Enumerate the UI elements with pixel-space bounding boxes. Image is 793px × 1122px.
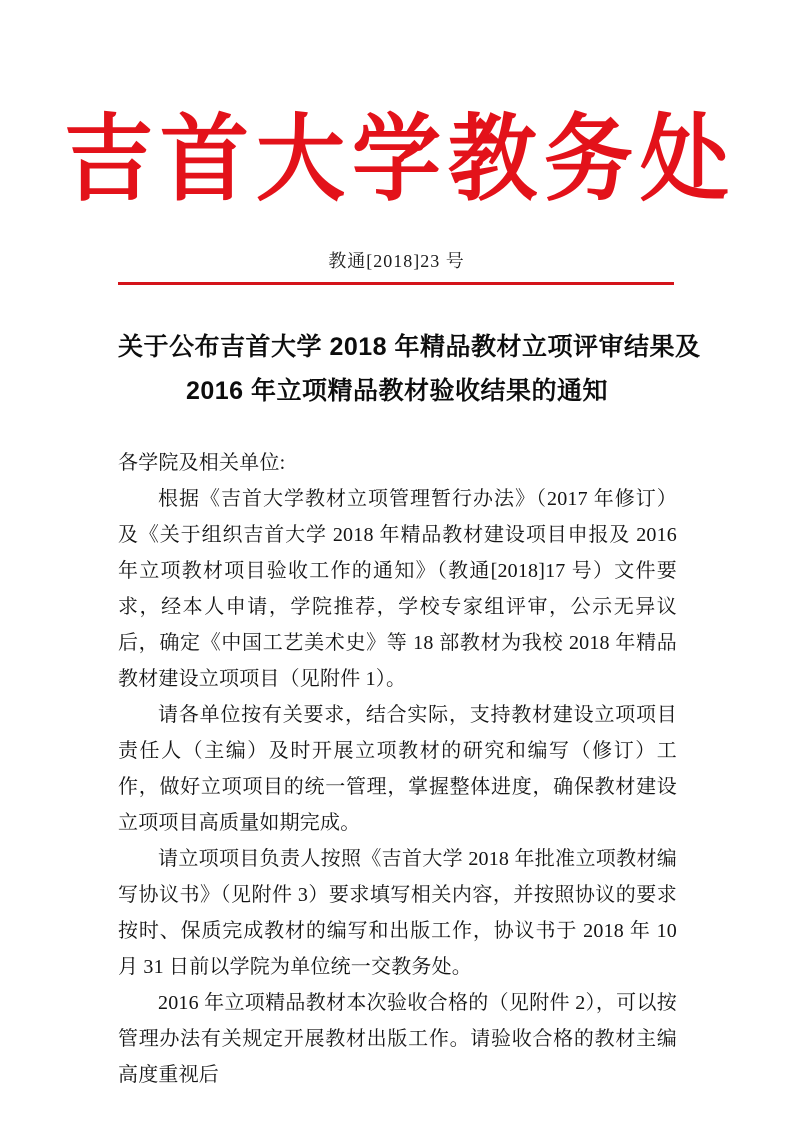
page-title <box>118 325 701 413</box>
masthead <box>0 106 793 216</box>
body-paragraph-1: 根据《吉首大学教材立项管理暂行办法》（2017 年修订）及《关于组织吉首大学 2018 年精品教材建设项目申报及 2016 年立项教材项目验收工作的通知》（教通[2018]17 号）文件要求，经本人申请，学院推荐，学校专家组评审，公示无异议后，确定《中国工艺美术史》等 18 部教材为我校 2018 年精品教材建设立项项目（见附件 1）。 <box>118 488 677 690</box>
issuing-office-title: 吉首大学教务处 <box>64 108 736 213</box>
document-number: 教通[2018]23 号 <box>328 251 465 271</box>
page-title-line-1: 关于公布吉首大学 2018 年精品教材立项评审结果及 <box>118 333 701 361</box>
body-paragraph-4: 2016 年立项精品教材本次验收合格的（见附件 2），可以按管理办法有关规定开展教材出版工作。请验收合格的教材主编高度重视后 <box>118 992 677 1086</box>
document-body <box>118 445 677 1093</box>
body-paragraph-3: 请立项项目负责人按照《吉首大学 2018 年批准立项教材编写协议书》（见附件 3）要求填写相关内容，并按照协议的要求按时、保质完成教材的编写和出版工作，协议书于 2018 年 10 月 31 日前以学院为单位统一交教务处。 <box>118 848 677 978</box>
page-title-line-2: 2016 年立项精品教材验收结果的通知 <box>185 377 609 405</box>
body-paragraph-2: 请各单位按有关要求，结合实际，支持教材建设立项项目责任人（主编）及时开展立项教材的研究和编写（修订）工作，做好立项项目的统一管理，掌握整体进度，确保教材建设立项项目高质量如期完成。 <box>118 704 677 834</box>
red-divider-rule <box>118 282 674 285</box>
salutation: 各学院及相关单位: <box>118 452 286 474</box>
